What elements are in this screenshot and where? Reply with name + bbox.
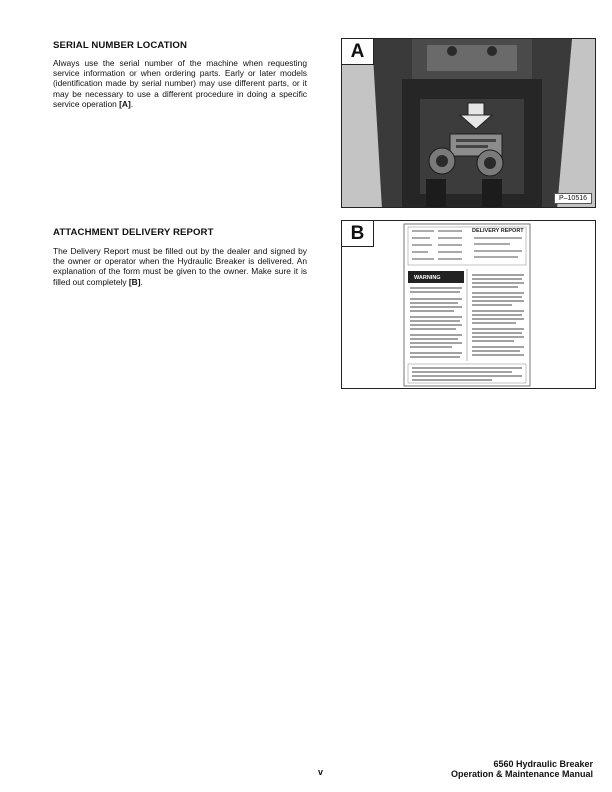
delivery-report-form-illustration [342,221,596,389]
section-heading-serial-number: SERIAL NUMBER LOCATION [53,40,188,51]
figure-reference: [A] [119,98,131,109]
section-body-delivery-report [53,246,307,287]
footer-product-title: 6560 Hydraulic Breaker [493,759,593,769]
figure-b [341,220,596,389]
footer-manual-title: Operation & Maintenance Manual [450,769,593,779]
page-number: v [318,767,324,777]
serial-plate-photo [342,39,596,208]
form-title: DELIVERY REPORT [472,228,524,234]
body-end: . [140,276,143,287]
body-end: . [130,98,134,109]
figure-a [341,38,596,208]
photo-code: P–10516 [554,193,592,204]
body-text: Always use the serial number of the machine when requesting service information or when ordering parts. Early or later models (identification made by serial number) may use different parts, or it may be necessary to use a different procedure in doing a specific service operation [53,58,307,109]
figure-a-label: A [342,39,374,65]
body-text: The Delivery Report must be filled out by the dealer and signed by the owner or operator when the Hydraulic Breaker is delivered. An explanation of the form must be given to the owner. Make sure it is filled out completely [53,246,307,287]
section-heading-delivery-report: ATTACHMENT DELIVERY REPORT [53,227,214,238]
figure-b-label: B [342,221,374,247]
figure-reference: [B] [128,276,141,287]
form-warning-label: WARNING [414,275,441,281]
section-body-serial-number [53,58,307,109]
